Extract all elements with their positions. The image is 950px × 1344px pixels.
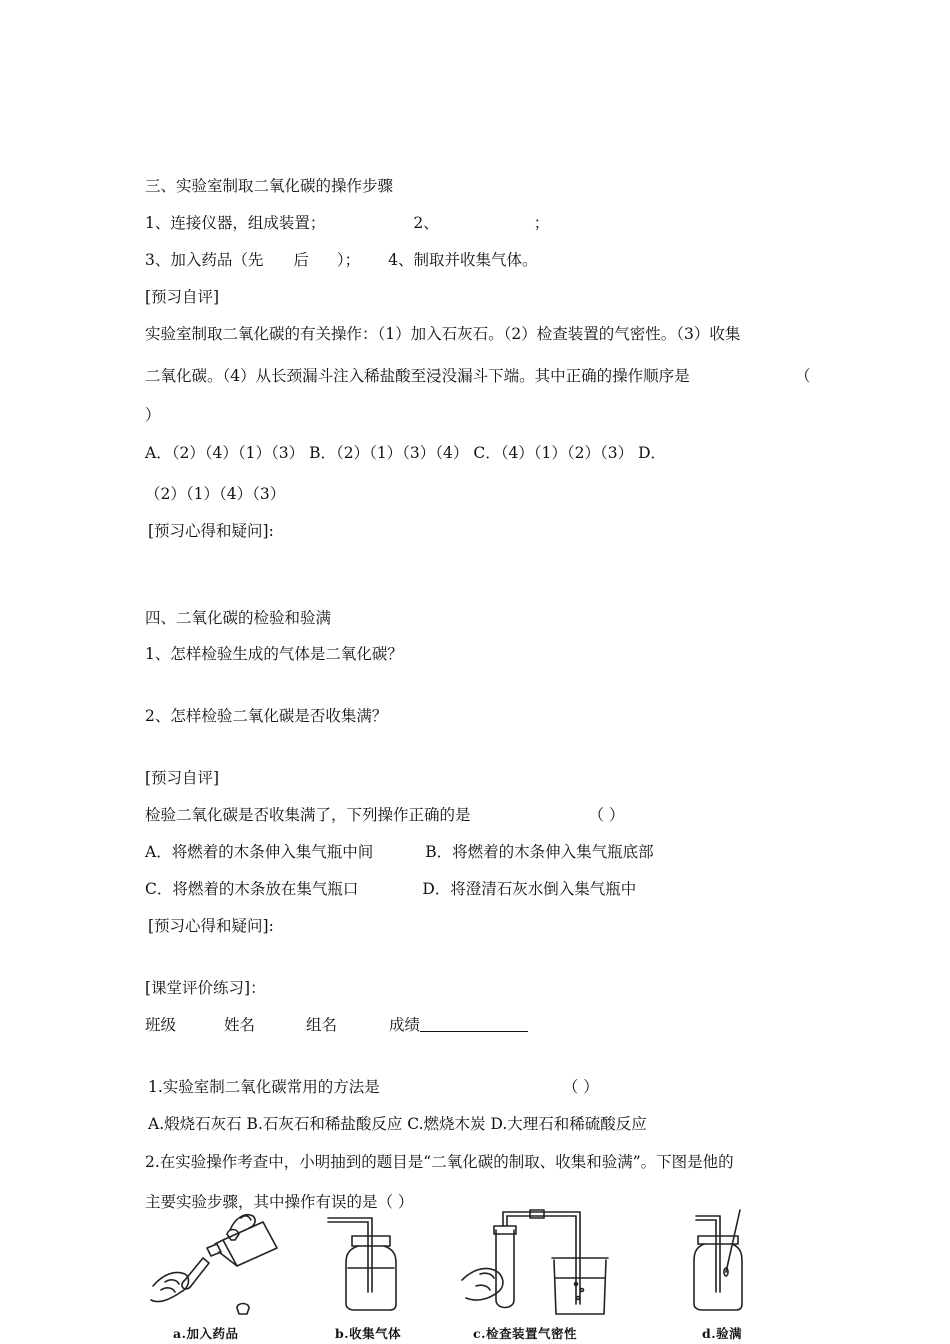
option-a: A．将燃着的木条伸入集气瓶中间 [145,843,374,861]
figure-a [145,1208,280,1344]
section-4-question [145,805,624,825]
step-3-a: 3、加入药品（先 [145,251,264,269]
practice-tag: [课堂评价练习]： [145,979,266,997]
question-paren-open: （ [795,367,811,385]
step-2-end: ； [533,214,550,232]
step-1: 1、连接仪器，组成装置； [145,214,326,232]
score-blank[interactable] [420,1016,528,1032]
option-d: D．将澄清石灰水倒入集气瓶中 [422,880,637,898]
question-text: 二氧化碳。（4）从长颈漏斗注入稀盐酸至浸没漏斗下端。其中正确的操作顺序是 [145,367,690,385]
section-4-notes-tag: [预习心得和疑问]: [148,917,274,935]
step-2: 2、 [413,214,439,232]
section-3-options-line1: A．（2）（4）（1）（3） B．（2）（1）（3）（4） C．（4）（1）（2）（3） D． [145,444,666,462]
practice-question-1-options: A.煅烧石灰石 B.石灰石和稀盐酸反应 C.燃烧木炭 D.大理石和稀硫酸反应 [148,1115,647,1133]
add-reagent-illustration [145,1208,280,1326]
collect-gas-illustration [330,1208,440,1326]
section-4-question-1: 1、怎样检验生成的气体是二氧化碳？ [145,645,403,663]
section-3-question-line1: 实验室制取二氧化碳的有关操作：（1）加入石灰石。（2）检查装置的气密性。（3）收集 [145,325,741,343]
section-3-options-line2: （2）（1）（4）（3） [145,485,286,503]
step-3-b: 后 [293,251,309,269]
verify-full-illustration [680,1208,770,1326]
answer-paren: （ ） [562,1078,599,1096]
figure-b-caption: b.收集气体 [335,1326,402,1341]
class-label: 班级 [145,1016,177,1034]
practice-question-2-line2: 主要实验步骤，其中操作有误的是（ ） [145,1193,414,1211]
question-text: 检验二氧化碳是否收集满了，下列操作正确的是 [145,806,471,824]
figure-d [680,1208,770,1344]
option-c: C．将燃着的木条放在集气瓶口 [145,880,359,898]
section-4-review-tag: [预习自评] [145,769,220,787]
section-3-notes-tag: [预习心得和疑问]: [148,522,274,540]
group-label: 组名 [306,1016,338,1034]
figure-b [330,1208,440,1344]
airtightness-check-illustration [458,1208,633,1326]
section-4-question-2: 2、怎样检验二氧化碳是否收集满？ [145,707,388,725]
section-3-title: 三、实验室制取二氧化碳的操作步骤 [145,177,394,195]
section-3-steps-row1 [145,213,549,233]
section-3-review-tag: [预习自评] [145,288,220,306]
student-info-row [145,1015,528,1035]
name-label: 姓名 [224,1016,256,1034]
section-3-steps-row2 [145,250,538,270]
answer-paren: （ ） [588,806,625,824]
section-4-options-row1 [145,842,654,862]
section-4-title: 四、二氧化碳的检验和验满 [145,609,332,627]
question-text: 1.实验室制二氧化碳常用的方法是 [148,1078,380,1096]
question-paren-close: ） [145,406,161,424]
step-3-c: ）； [336,251,361,269]
practice-question-1 [148,1077,599,1097]
experiment-figures [140,1208,820,1344]
section-4-options-row2 [145,879,636,899]
step-4: 4、制取并收集气体。 [388,251,538,269]
practice-question-2-line1: 2.在实验操作考查中，小明抽到的题目是“二氧化碳的制取、收集和验满”。下图是他的 [145,1153,734,1171]
figure-c-caption: c.检查装置气密性 [473,1326,577,1341]
score-label: 成绩 [389,1016,421,1034]
figure-d-caption: d.验满 [702,1326,743,1341]
figure-c [458,1208,633,1344]
section-3-question-line2 [145,366,690,386]
figure-a-caption: a.加入药品 [173,1326,239,1341]
option-b: B．将燃着的木条伸入集气瓶底部 [425,843,654,861]
